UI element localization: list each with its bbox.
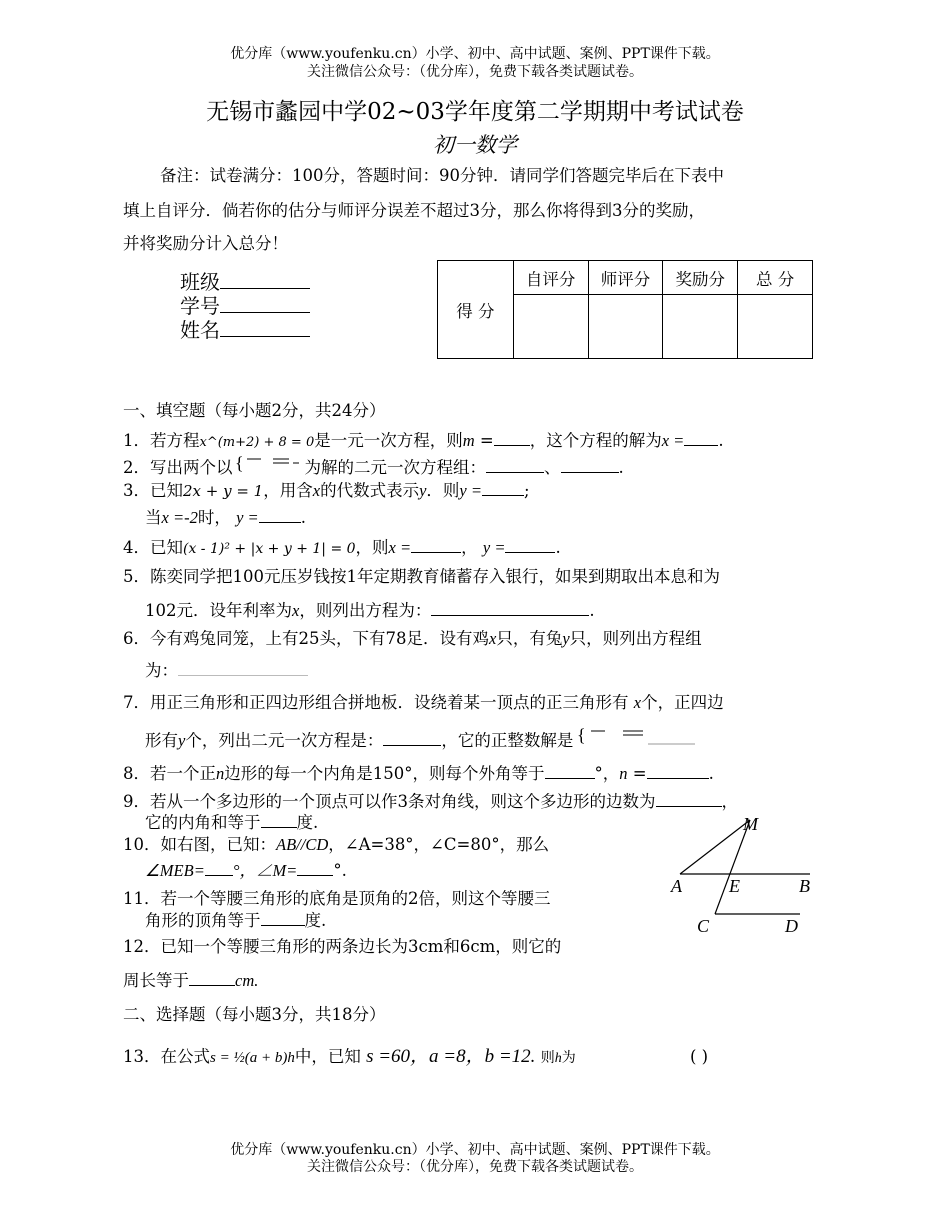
bonus-score-header: 奖励分	[663, 261, 738, 295]
q4-text-a: 4．已知	[123, 538, 183, 557]
q13-text-a: 13．在公式	[123, 1047, 210, 1066]
q4-var-x: x =	[388, 538, 412, 557]
q8-text-a: 8．若一个正	[123, 764, 216, 783]
q6-text-c: 只，则列出方程组	[569, 629, 702, 648]
q13-var-h: h	[554, 1051, 562, 1066]
svg-text:{: {	[234, 453, 244, 473]
question-2: 2．写出两个以 { 为解的二元一次方程组： 、 .	[123, 453, 624, 477]
q1-blank-x[interactable]	[684, 431, 718, 446]
class-label: 班级	[180, 270, 220, 294]
q11-text-b: 角形的顶角等于	[145, 911, 261, 930]
q3-text-c: 的代数式表示	[320, 481, 420, 500]
footer-line-2: 关注微信公众号：（优分库），免费下载各类试题试卷。	[307, 1159, 643, 1175]
id-blank[interactable]	[220, 298, 310, 313]
score-label: 得 分	[438, 261, 514, 359]
id-field	[180, 294, 310, 318]
q7-var-x: x	[633, 693, 642, 712]
q10-blank-m[interactable]	[297, 861, 333, 876]
q13-answer-bracket[interactable]: ( )	[690, 1047, 709, 1066]
q3-equation: 2x + y = 1	[183, 482, 264, 500]
q1-blank-m[interactable]	[494, 431, 530, 446]
q9-text-a: 9．若从一个多边形的一个顶点可以作3条对角线，则这个多边形的边数为	[123, 792, 656, 811]
q7-text-e: ，它的正整数解是	[441, 731, 574, 750]
q1-text-b: 是一元一次方程，则	[314, 431, 463, 450]
question-4: 4．已知(x - 1)² + |x + y + 1| = 0，则x = ， y = .	[123, 538, 561, 557]
label-a: A	[671, 876, 682, 896]
q3-text-d: ．则	[426, 481, 460, 500]
q3-text-f: 时，	[197, 508, 231, 527]
q2-text-c: 、	[544, 458, 561, 477]
q8-var-n2: n	[619, 764, 628, 783]
class-field	[180, 270, 310, 294]
label-b: B	[799, 876, 810, 896]
question-3: 3．已知2x + y = 1，用含x的代数式表示y．则y = ;	[123, 481, 530, 500]
bonus-score-cell[interactable]	[663, 295, 738, 359]
section-1-heading: 一、填空题（每小题2分，共24分）	[123, 401, 386, 420]
q1-text-c: ，这个方程的解为	[529, 431, 662, 450]
q8-blank-angle[interactable]	[545, 764, 595, 779]
q3-var-x3: x =	[161, 508, 185, 527]
q3-text-e: 当	[145, 508, 162, 527]
q6-var-x: x	[489, 629, 497, 648]
q5-text-c: ，则列出方程为：	[299, 601, 432, 620]
q13-given: s =60，a =8，b =12.	[366, 1046, 536, 1067]
q7-text-a: 7．用正三角形和正四边形组合拼地板．设绕着某一顶点的正三角形有	[123, 693, 629, 712]
id-label: 学号	[180, 294, 220, 318]
name-blank[interactable]	[220, 322, 310, 337]
question-1: 1．若方程x^(m+2) + 8 = 0是一元一次方程，则m = ，这个方程的解为x = .	[123, 431, 724, 450]
q1-var-m: m	[462, 431, 475, 450]
q7-brace-graphic	[573, 724, 703, 746]
q6-var-y: y	[562, 629, 570, 648]
q11-text-c: 度.	[304, 911, 327, 930]
q8-blank-n[interactable]	[647, 764, 709, 779]
q5-blank[interactable]	[431, 601, 589, 616]
q3-var-y: y	[419, 481, 427, 500]
q9-text-b: ，	[721, 792, 738, 811]
name-label: 姓名	[180, 318, 220, 342]
question-7	[123, 692, 724, 714]
q7-var-y: y	[178, 731, 186, 750]
label-d: D	[785, 916, 798, 935]
svg-text:{: {	[577, 725, 586, 745]
q6-text-d: 为：	[145, 661, 178, 680]
q10-parallel: AB//CD	[276, 835, 329, 854]
name-field	[180, 318, 310, 342]
q4-equation: (x - 1)² + |x + y + 1| = 0	[183, 541, 356, 557]
q8-var-n: n	[216, 764, 225, 783]
self-score-header: 自评分	[513, 261, 588, 295]
q8-text-c: °，	[594, 764, 620, 783]
note-line-2: 填上自评分．倘若你的估分与师评分误差不超过3分，那么你将得到3分的奖励，	[123, 201, 705, 220]
q13-text-d: 则	[540, 1050, 555, 1066]
q4-text-b: ，则	[355, 538, 389, 557]
q7-text-c: 形有	[145, 731, 178, 750]
score-table	[437, 260, 813, 359]
q7-solution[interactable]	[573, 724, 703, 752]
question-11-line-2	[145, 910, 326, 932]
question-13	[123, 1046, 576, 1070]
page-subtitle: 初一数学	[433, 133, 517, 157]
footer-line-1: 优分库（www.youfenku.cn）小学、初中、高中试题、案例、PPT课件下载。	[230, 1142, 720, 1158]
q6-blank[interactable]	[178, 661, 308, 676]
q12-text-c: cm.	[235, 971, 259, 990]
q13-formula: s = ½(a + b)h	[210, 1050, 295, 1066]
question-3-line-2: 当x =-2时， y = .	[145, 508, 306, 527]
note-line-1: 备注：试卷满分：100分，答题时间：90分钟．请同学们答题完毕后在下表中	[160, 166, 724, 185]
q1-text-a: 1．若方程	[123, 431, 200, 450]
question-10-line-2	[145, 860, 347, 882]
q2-blank-1[interactable]	[486, 458, 544, 473]
q1-equation: x^(m+2) + 8 = 0	[199, 435, 315, 450]
q9-blank-angle[interactable]	[261, 813, 297, 828]
question-6-line-2	[145, 660, 308, 682]
question-6	[123, 628, 702, 650]
q5-var-x: x	[292, 601, 300, 620]
q11-blank[interactable]	[261, 911, 305, 926]
q4-blank-x[interactable]	[411, 538, 461, 553]
q3-blank-1[interactable]	[482, 481, 524, 496]
q3-var-x: x	[312, 481, 321, 500]
header-line-1: 优分库（www.youfenku.cn）小学、初中、高中试题、案例、PPT课件下载。	[230, 46, 720, 62]
teacher-score-header: 师评分	[588, 261, 663, 295]
label-e: E	[729, 876, 740, 896]
total-score-cell[interactable]	[738, 295, 813, 359]
q3-var-y2: y =	[459, 481, 482, 500]
question-12: 12．已知一个等腰三角形的两条边长为3cm和6cm，则它的	[123, 937, 562, 956]
question-8: 8．若一个正n边形的每一个内角是150°，则每个外角等于 °，n = .	[123, 764, 714, 783]
q8-eq-sign: =	[632, 764, 647, 783]
q4-var-y: y =	[482, 538, 506, 557]
q2-text-b: 为解的二元一次方程组：	[304, 458, 486, 477]
q7-text-b: 个，正四边	[641, 693, 724, 712]
page-title: 无锡市蠡园中学02~03学年度第二学期期中考试试卷	[206, 99, 744, 125]
question-12-line-2	[123, 970, 258, 992]
q6-text-a: 6．今有鸡兔同笼，上有25头，下有78足．设有鸡	[123, 629, 489, 648]
q4-blank-y[interactable]	[505, 538, 555, 553]
q3-neg2: -2	[184, 508, 198, 527]
question-9	[123, 791, 738, 813]
question-11: 11．若一个等腰三角形的底角是顶角的2倍，则这个等腰三	[123, 889, 551, 908]
section-2-heading: 二、选择题（每小题3分，共18分）	[123, 1005, 386, 1024]
question-10	[123, 834, 549, 856]
q7-blank-eq[interactable]	[383, 731, 441, 746]
q10-blank-meb[interactable]	[205, 861, 233, 876]
q1-eq-sign: =	[479, 431, 494, 450]
q3-text-a: 3．已知	[123, 481, 183, 500]
q12-text-b: 周长等于	[123, 971, 189, 990]
q10-text-e: °，∠M=	[232, 861, 298, 880]
teacher-score-cell[interactable]	[588, 295, 663, 359]
question-5: 5．陈奕同学把100元压岁钱按1年定期教育储蓄存入银行，如果到期取出本息和为	[123, 567, 720, 586]
question-7-line-2	[145, 724, 703, 752]
q3-var-y3: y =	[236, 508, 259, 527]
q1-var-x: x =	[661, 431, 685, 450]
label-m: M	[743, 814, 758, 834]
q12-blank[interactable]	[189, 971, 235, 986]
q3-blank-2[interactable]	[259, 508, 301, 523]
q10-text-c: ，∠A=38°，∠C=80°，那么	[328, 835, 550, 854]
q13-text-e: 为	[561, 1050, 576, 1066]
q10-text-a: 10．如右图，已知：	[123, 835, 276, 854]
label-c: C	[697, 916, 710, 935]
total-score-header: 总 分	[738, 261, 813, 295]
header-line-2: 关注微信公众号：（优分库），免费下载各类试题试卷。	[307, 64, 643, 80]
q9-text-d: 度.	[296, 813, 319, 832]
q2-blank-2[interactable]	[561, 458, 619, 473]
q9-text-c: 它的内角和等于	[145, 813, 261, 832]
q7-text-d: 个，列出二元一次方程是：	[185, 731, 384, 750]
q2-solution-pair	[233, 453, 305, 479]
note-line-3: 并将奖励分计入总分！	[123, 234, 288, 253]
parallel-lines-figure	[665, 810, 830, 935]
question-5-line-2: 102元．设年利率为x，则列出方程为： .	[145, 601, 595, 620]
q10-text-d: ∠MEB=	[145, 861, 205, 880]
q2-brace-graphic	[233, 453, 305, 473]
class-blank[interactable]	[220, 274, 310, 289]
q13-text-b: 中，已知	[294, 1047, 361, 1066]
q10-text-f: °.	[333, 861, 347, 880]
question-9-line-2	[145, 812, 318, 834]
q2-text-a: 2．写出两个以	[123, 458, 233, 477]
q6-text-b: 只，有兔	[496, 629, 563, 648]
self-score-cell[interactable]	[513, 295, 588, 359]
q5-text-b: 102元．设年利率为	[145, 601, 292, 620]
q3-text-b: ，用含	[263, 481, 313, 500]
q8-text-b: 边形的每一个内角是150°，则每个外角等于	[224, 764, 545, 783]
q9-blank-sides[interactable]	[656, 792, 722, 807]
